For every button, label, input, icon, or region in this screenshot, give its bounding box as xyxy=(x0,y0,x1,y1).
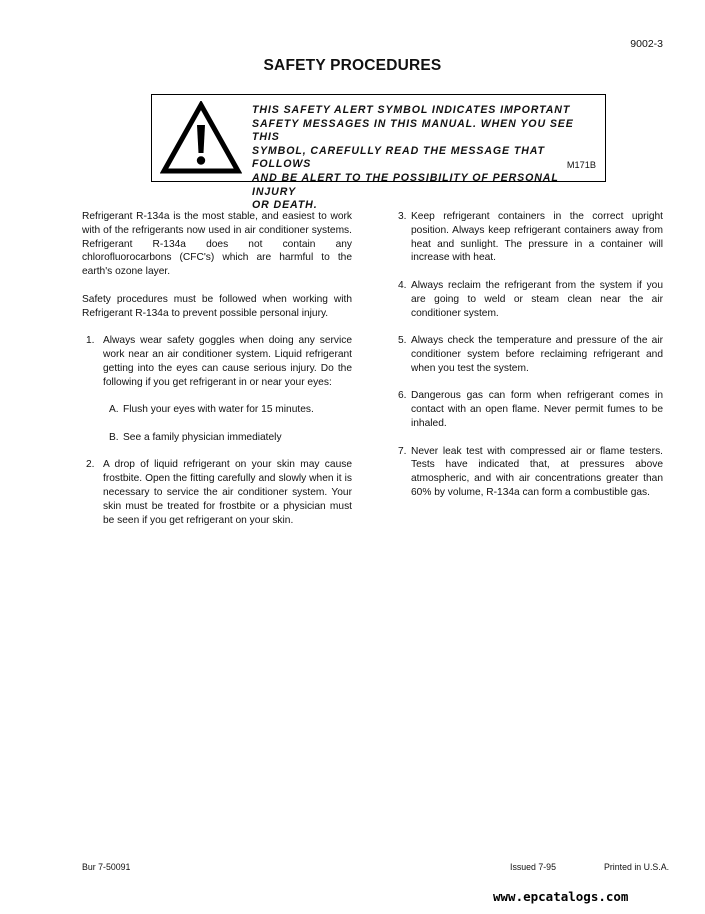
footer-printed: Printed in U.S.A. xyxy=(604,862,670,872)
list-item xyxy=(398,279,663,320)
item-number: 5. xyxy=(398,335,407,347)
list-item xyxy=(398,334,663,375)
item-number: 1. xyxy=(86,335,95,347)
list-item xyxy=(86,458,352,527)
sub-item-letter: B. xyxy=(109,431,119,443)
item-number: 3. xyxy=(398,211,407,222)
item-text: Keep refrigerant containers in the correct upright position. Always keep refrigerant containers away from heat and sunlight. The pressure in a container will increase with heat. xyxy=(411,211,663,264)
sub-item xyxy=(109,431,352,445)
item-number: 7. xyxy=(398,445,407,457)
alert-code: M171B xyxy=(566,160,596,170)
item-text: Dangerous gas can form when refrigerant comes in contact with an open flame. Never permit fumes to be inhaled. xyxy=(411,390,663,429)
left-column xyxy=(82,210,352,541)
sub-item-text: See a family physician immediately xyxy=(123,431,282,443)
page-number: 9002-3 xyxy=(630,38,663,50)
footer-doc-number: Bur 7-50091 xyxy=(82,862,131,872)
alert-line: SAFETY MESSAGES IN THIS MANUAL. WHEN YOU SEE THIS xyxy=(252,117,574,144)
item-number: 6. xyxy=(398,390,407,402)
item-text: Always check the temperature and pressure of the air conditioner system before reclaiming refrigerant and when you test the system. xyxy=(411,335,663,374)
warning-triangle-icon xyxy=(160,101,242,175)
list-item xyxy=(398,445,663,500)
watermark-link[interactable]: www.epcatalogs.com xyxy=(493,889,629,904)
item-text: Never leak test with compressed air or flame testers. Tests have indicated that, at pressures above atmospheric, and with air concentrations greater than 60% by volume, R-134a can form a combustible gas. xyxy=(411,445,663,498)
list-item xyxy=(86,334,352,389)
alert-line: THIS SAFETY ALERT SYMBOL INDICATES IMPORTANT xyxy=(252,104,571,116)
alert-line: SYMBOL, CAREFULLY READ THE MESSAGE THAT FOLLOWS xyxy=(252,144,545,171)
alert-line: AND BE ALERT TO THE POSSIBILITY OF PERSONAL INJURY xyxy=(252,171,559,198)
footer-issued: Issued 7-95 xyxy=(510,862,556,872)
right-column xyxy=(397,210,663,514)
item-text: Always wear safety goggles when doing any service work near an air conditioner system. Liquid refrigerant getting into the eyes can cause serious injury. Do the following if you get refrigerant in or near your eyes: xyxy=(103,335,352,388)
item-text: A drop of liquid refrigerant on your skin may cause frostbite. Open the fitting carefully and slowly when it is necessary to service the air conditioner system. Your skin must be treated for frostbite or a physician must be seen if you get refrigerant on your skin. xyxy=(103,459,352,526)
alert-line: OR DEATH. xyxy=(252,199,318,212)
item-text: Always reclaim the refrigerant from the system if you are going to weld or steam clean near the air conditioner system. xyxy=(411,279,663,319)
item-number: 4. xyxy=(398,279,407,291)
list-item xyxy=(398,389,663,430)
sub-item-text: Flush your eyes with water for 15 minutes. xyxy=(123,404,314,416)
intro-paragraph: Safety procedures must be followed when working with Refrigerant R-134a to prevent possible personal injury. xyxy=(82,293,352,319)
page-title: SAFETY PROCEDURES xyxy=(263,57,442,74)
list-item xyxy=(398,210,663,265)
alert-message xyxy=(252,104,598,213)
sub-item xyxy=(109,403,352,417)
sub-item-letter: A. xyxy=(109,404,119,416)
intro-paragraph: Refrigerant R-134a is the most stable, and easiest to work with of the refrigerants now used in air conditioner systems. Refrigerant R-134a does not contain any chlorofluorocarbons (CFC's) which are harmful to the earth's ozone layer. xyxy=(82,211,352,278)
safety-alert-box xyxy=(151,94,606,212)
item-number: 2. xyxy=(86,459,95,471)
